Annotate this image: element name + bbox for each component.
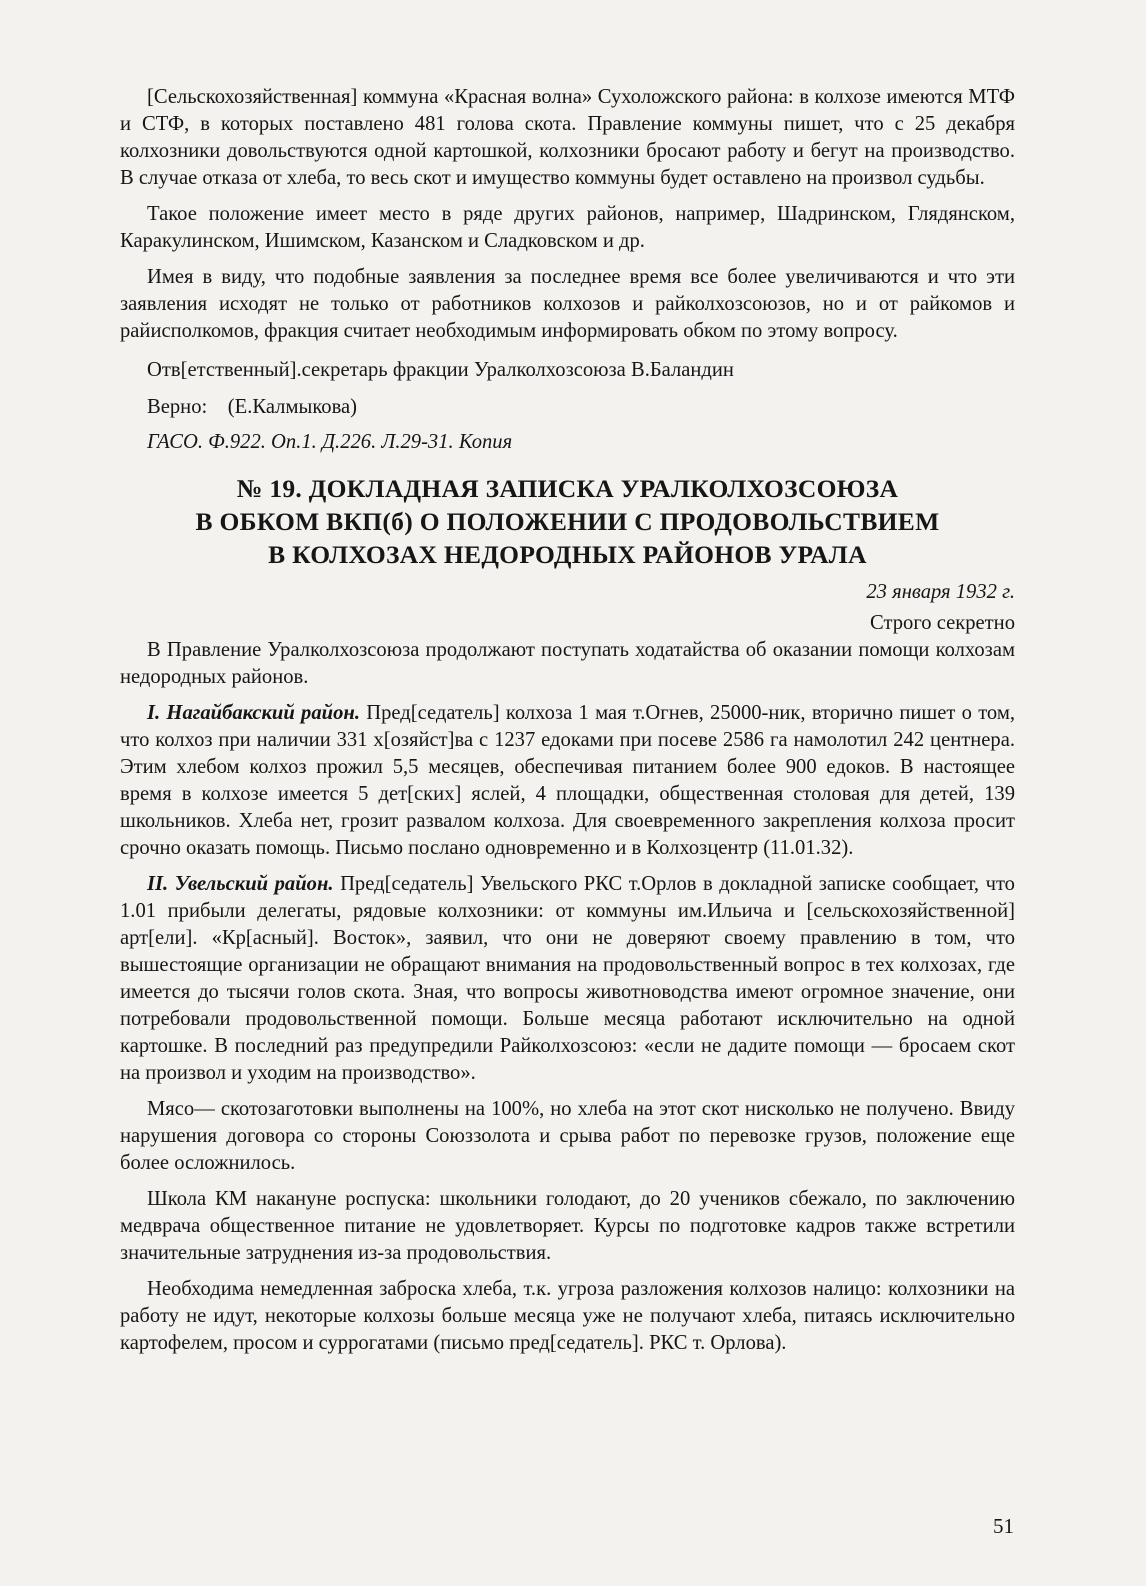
classification-label: Строго секретно (870, 612, 1015, 634)
paragraph-meat: Мясо— скотозаготовки выполнены на 100%, но хлеба на этот скот нисколько не получено. Ввиду нарушения договора со стороны Союззолота и срыва работ по перевозке грузов, положение еще более осложнилось. (120, 1098, 1015, 1174)
region-label-uvelsky: II. Увельский район. (147, 873, 334, 895)
page-number: 51 (993, 1514, 1014, 1538)
paragraph-other-districts: Такое положение имеет место в ряде других районов, например, Шадринском, Глядянском, Каракулинском, Ишимском, Казанском и Сладковском и др. (120, 203, 1015, 252)
section-nagaibak (120, 700, 1015, 862)
paragraph-commune: [Сельскохозяйственная] коммуна «Красная волна» Сухоложского района: в колхозе имеются МТФ и СТФ, в которых поставлено 481 голова скота. Правление коммуны пишет, что с 25 декабря колхозники довольствуются одной картошкой, колхозники бросают работу и бегут на производство. В случае отказа от хлеба, то весь скот и имущество коммуны будет оставлено на произвол судьбы. (120, 86, 1015, 189)
section-uvelsky (120, 871, 1015, 1087)
title-line-3: В КОЛХОЗАХ НЕДОРОДНЫХ РАЙОНОВ УРАЛА (268, 540, 867, 569)
paragraph-grain-need: Необходима немедленная заброска хлеба, т.к. угроза разложения колхозов налицо: колхозники на работу не идут, некоторые колхозы больше месяца уже не получают хлеба, питаясь исключительно картофелем, просом и суррогатами (письмо пред[седатель]. РКС т. Орлова). (120, 1278, 1015, 1354)
document-date: 23 января 1932 г. (866, 581, 1015, 603)
archive-source: ГАСО. Ф.922. Оп.1. Д.226. Л.29-31. Копия (147, 431, 513, 453)
section-nagaibak-text: Пред[седатель] колхоза 1 мая т.Огнев, 25000-ник, вторично пишет о том, что колхоз при наличии 331 х[озяйст]ва с 1237 едоками при посеве 2586 га намолотил 242 центнера. Этим хлебом колхоз прожил 5,5 месяцев, обеспечивая питанием более 900 едоков. В настоящее время в колхозе имеется 5 дет[ских] яслей, 4 площадки, общественная столовая для детей, 139 школьников. Хлеба нет, грозит развалом колхоза. Для своевременного закрепления колхоза просит срочно оказать помощь. Письмо послано одновременно и в Колхозцентр (11.01.32). (120, 702, 1016, 859)
document-title (120, 472, 1015, 571)
region-label-nagaibak: I. Нагайбакский район. (147, 702, 360, 724)
paragraph-intro: В Правление Уралколхозсоюза продолжают поступать ходатайства об оказании помощи колхозам недородных районов. (120, 639, 1015, 688)
verified-line: Верно: (Е.Калмыкова) (147, 396, 358, 418)
paragraph-faction-decision: Имея в виду, что подобные заявления за последнее время все более увеличиваются и что эти заявления исходят не только от работников колхозов и райколхозсоюзов, но и от райкомов и райисполкомов, фракция считает необходимым информировать обком по этому вопросу. (120, 266, 1015, 342)
title-line-1: № 19. ДОКЛАДНАЯ ЗАПИСКА УРАЛКОЛХОЗСОЮЗА (236, 474, 899, 503)
signature-line: Отв[етственный].секретарь фракции Уралколхозсоюза В.Баландин (147, 359, 734, 381)
title-line-2: В ОБКОМ ВКП(б) О ПОЛОЖЕНИИ С ПРОДОВОЛЬСТВИЕМ (195, 507, 940, 536)
page-body (120, 84, 1015, 1357)
section-uvelsky-text: Пред[седатель] Увельского РКС т.Орлов в докладной записке сообщает, что 1.01 прибыли делегаты, рядовые колхозники: от коммуны им.Ильича и [сельскохозяйственной] арт[ели]. «Кр[асный]. Восток», заявил, что они не доверяют своему правлению в том, что вышестоящие организации не обращают внимания на продовольственный вопрос в тех колхозах, где имеется до тысячи голов скота. Зная, что вопросы животноводства имеют огромное значение, они потребовали продовольственной помощи. Больше месяца работают исключительно на одной картошке. В последний раз предупредили Райколхозсоюз: «если не дадите помощи — бросаем скот на произвол и уходим на производство». (120, 873, 1015, 1084)
paragraph-school: Школа КМ накануне роспуска: школьники голодают, до 20 учеников сбежало, по заключению медврача общественное питание не удовлетворяет. Курсы по подготовке кадров также встретили значительные затруднения из-за продовольствия. (120, 1188, 1015, 1264)
